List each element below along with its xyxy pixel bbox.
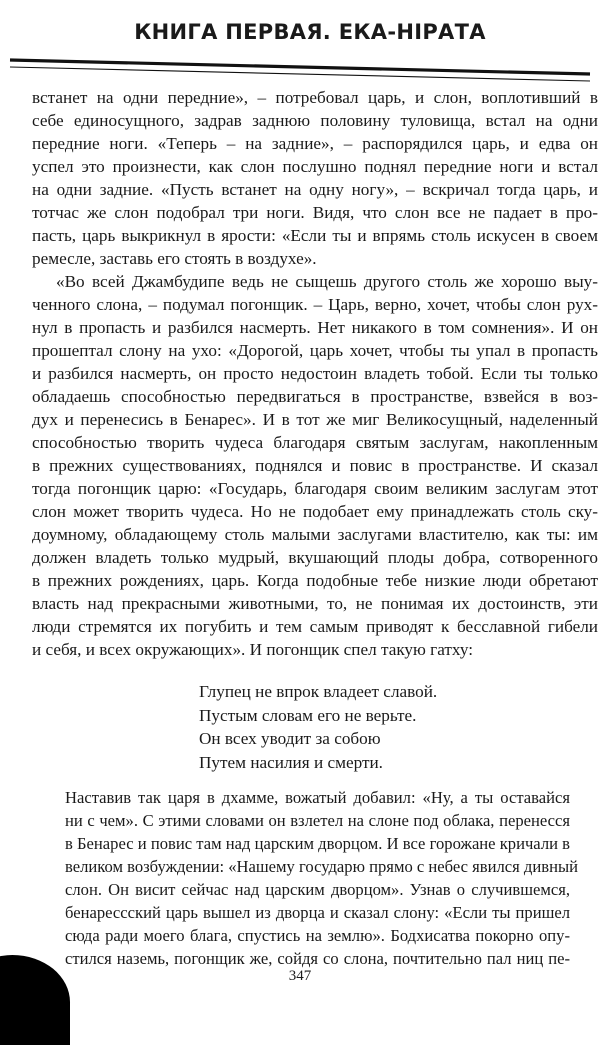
text-line: ни с чем». С этими словами он взлетел на слоне под облака, перенесся <box>65 811 570 830</box>
header-rule-thin <box>10 67 590 81</box>
text-line: сюда ради моего блага, спустись на землю». Бодхисатва покорно опу- <box>65 926 570 945</box>
text-line: ченного слона, – подумал погонщик. – Царь, верно, хочет, чтобы слон рух- <box>32 295 598 314</box>
text-line: нул в пропасть и разбился насмерть. Нет никакого в том сомнения». И он <box>32 318 598 337</box>
text-line: бенарессский царь вышел из дворца и сказал слону: «Если ты пришел <box>65 903 570 922</box>
text-line: передние ноги. «Теперь – на задние», – распорядился царь, и едва он <box>32 134 598 153</box>
main-text <box>32 86 598 661</box>
continuation-text <box>65 786 579 970</box>
text-line: дух и перенесись в Бенарес». И в тот же миг Великосущный, наделенный <box>32 410 598 429</box>
verse-line: Пустым словам его не верьте. <box>199 705 417 725</box>
text-line: должен владеть только мудрый, вкушающий плоды добра, сотворенного <box>32 548 598 567</box>
text-line: обладаешь способностью передвигаться в пространстве, взвейся в воз- <box>32 387 598 406</box>
text-line: способностью творить чудеса благодаря святым заслугам, накопленным <box>32 433 598 452</box>
text-line: слон. Он висит сейчас над царским дворцом». Узнав о случившемся, <box>65 880 570 899</box>
verse-line: Глупец не впрок владеет славой. <box>199 682 438 701</box>
text-line: и разбился насмерть, он просто недостоин владеть тобой. Если ты только <box>32 364 598 383</box>
text-line: встанет на одни передние», – потребовал царь, и слон, воплотивший в <box>32 88 598 107</box>
page-number: 347 <box>288 968 312 984</box>
text-line: стился наземь, погонщик же, сойдя со слона, почтительно пал ниц пе- <box>65 949 570 968</box>
text-line: ремесле, заставь его стоять в воздухе». <box>32 249 317 268</box>
text-line: себе единосущного, задрав заднюю половину туловища, встал на одни <box>32 111 598 130</box>
text-line: власть над прекрасными животными, то, не понимая их достоинств, эти <box>32 594 598 613</box>
verse-line: Он всех уводит за собою <box>199 729 381 748</box>
text-line: прошептал слону на ухо: «Дорогой, царь хочет, чтобы ты упал в пропасть <box>32 341 598 360</box>
text-line: великом возбуждении: «Нашему государю прямо с небес явился дивный <box>65 857 579 876</box>
text-line: в Бенарес и повис там над царским дворцом. И все горожане кричали в <box>65 834 570 853</box>
text-line: и себя, и всех окружающих». И погонщик спел такую гатху: <box>32 640 473 659</box>
text-line: слон может творить чудеса. Но не подобает ему принадлежать столь ску- <box>32 502 598 521</box>
text-line: люди стремятся их погубить и тем самым приводят к бесславной гибели <box>32 617 598 636</box>
text-line: тотчас же слон подобрал три ноги. Видя, что слон все не падает в про- <box>32 203 598 222</box>
verse-line: Путем насилия и смерти. <box>199 752 383 772</box>
verse-gatha <box>199 680 437 774</box>
running-header: КНИГА ПЕРВАЯ. ЕКА-НІРАТА <box>134 20 486 44</box>
text-line: в прежних существованиях, поднялся и повис в пространстве. И сказал <box>32 456 598 475</box>
text-line: доумному, обладающему столь малыми заслугами властителю, как ты: им <box>32 525 598 544</box>
text-line: «Во всей Джамбудипе ведь не сыщешь другого столь же хорошо выу- <box>56 272 598 291</box>
text-line: на одни задние. «Пусть встанет на одну ногу», – вскричал тогда царь, и <box>32 180 598 199</box>
text-line: успел это произнести, как слон послушно поднял передние ноги и встал <box>32 157 598 176</box>
text-line: пасть, царь выкрикнул в ярости: «Если ты и впрямь столь искусен в своем <box>32 226 598 245</box>
text-line: тогда погонщик царю: «Государь, благодаря своим великим заслугам этот <box>32 479 598 498</box>
header-rule <box>0 50 600 90</box>
header-rule-thick <box>10 60 590 74</box>
text-line: в прежних рождениях, царь. Когда подобные тебе низкие люди обретают <box>32 571 598 590</box>
text-line: Наставив так царя в дхамме, вожатый добавил: «Ну, а ты оставайся <box>65 788 570 807</box>
